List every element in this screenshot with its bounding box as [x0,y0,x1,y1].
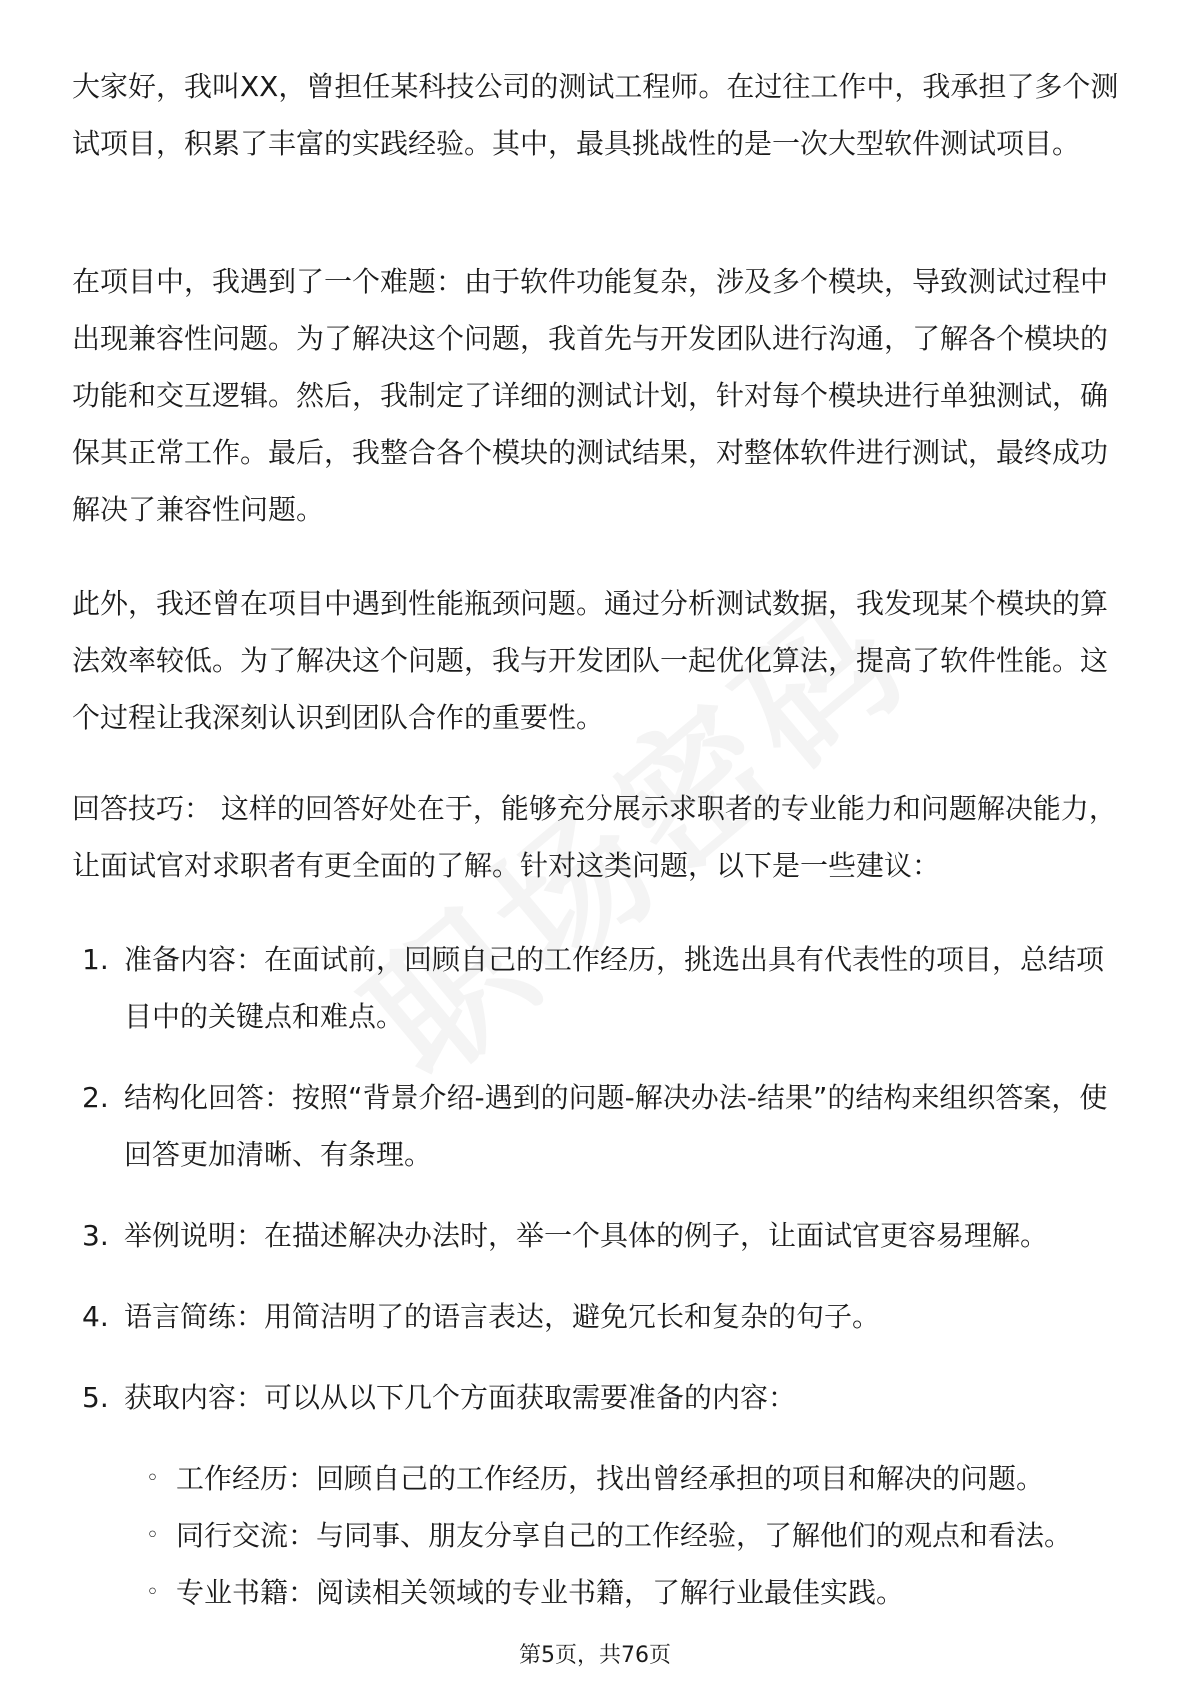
tips-list [72,931,1122,1645]
sublist-item [124,1450,1122,1507]
list-item-text: 结构化回答：按照“背景介绍-遇到的问题-解决办法-结果”的结构来组织答案，使回答更加清晰、有条理。 [124,1081,1108,1171]
list-number: 1. [82,943,109,976]
paragraph-answer-tips: 回答技巧： 这样的回答好处在于，能够充分展示求职者的专业能力和问题解决能力，让面试官对求职者有更全面的了解。针对这类问题，以下是一些建议： [72,792,1117,882]
list-item-text: 获取内容：可以从以下几个方面获取需要准备的内容： [124,1381,797,1414]
paragraph-intro: 大家好，我叫XX，曾担任某科技公司的测试工程师。在过往工作中，我承担了多个测试项目，积累了丰富的实践经验。其中，最具挑战性的是一次大型软件测试项目。 [72,70,1119,160]
list-item [72,1288,1122,1345]
sources-sublist [124,1450,1122,1621]
page-number: 第5页，共76页 [519,1643,671,1668]
list-item [72,931,1122,1045]
sublist-item [124,1507,1122,1564]
list-item [72,1369,1122,1621]
paragraph-performance-problem: 此外，我还曾在项目中遇到性能瓶颈问题。通过分析测试数据，我发现某个模块的算法效率较低。为了解决这个问题，我与开发团队一起优化算法，提高了软件性能。这个过程让我深刻认识到团队合作的重要性。 [72,587,1109,734]
list-number: 4. [82,1300,109,1333]
list-item-text: 语言简练：用简洁明了的语言表达，避免冗长和复杂的句子。 [124,1300,881,1333]
bullet-icon: ◦ [146,1580,159,1605]
sublist-item-text: 工作经历：回顾自己的工作经历，找出曾经承担的项目和解决的问题。 [176,1462,1045,1495]
list-item-text: 举例说明：在描述解决办法时，举一个具体的例子，让面试官更容易理解。 [124,1219,1049,1252]
list-number: 2. [82,1081,109,1114]
list-item-text: 准备内容：在面试前，回顾自己的工作经历，挑选出具有代表性的项目，总结项目中的关键点和难点。 [124,943,1105,1033]
bullet-icon: ◦ [146,1466,159,1491]
list-item [72,1069,1122,1183]
list-number: 3. [82,1219,109,1252]
sublist-item-text: 专业书籍：阅读相关领域的专业书籍，了解行业最佳实践。 [176,1576,905,1609]
bullet-icon: ◦ [146,1523,159,1548]
sublist-item [124,1564,1122,1621]
list-number: 5. [82,1381,109,1414]
paragraph-compatibility-problem: 在项目中，我遇到了一个难题：由于软件功能复杂，涉及多个模块，导致测试过程中出现兼容性问题。为了解决这个问题，我首先与开发团队进行沟通，了解各个模块的功能和交互逻辑。然后，我制定了详细的测试计划，针对每个模块进行单独测试，确保其正常工作。最后，我整合各个模块的测试结果，对整体软件进行测试，最终成功解决了兼容性问题。 [72,265,1109,526]
sublist-item-text: 同行交流：与同事、朋友分享自己的工作经验，了解他们的观点和看法。 [176,1519,1073,1552]
list-item [72,1207,1122,1264]
